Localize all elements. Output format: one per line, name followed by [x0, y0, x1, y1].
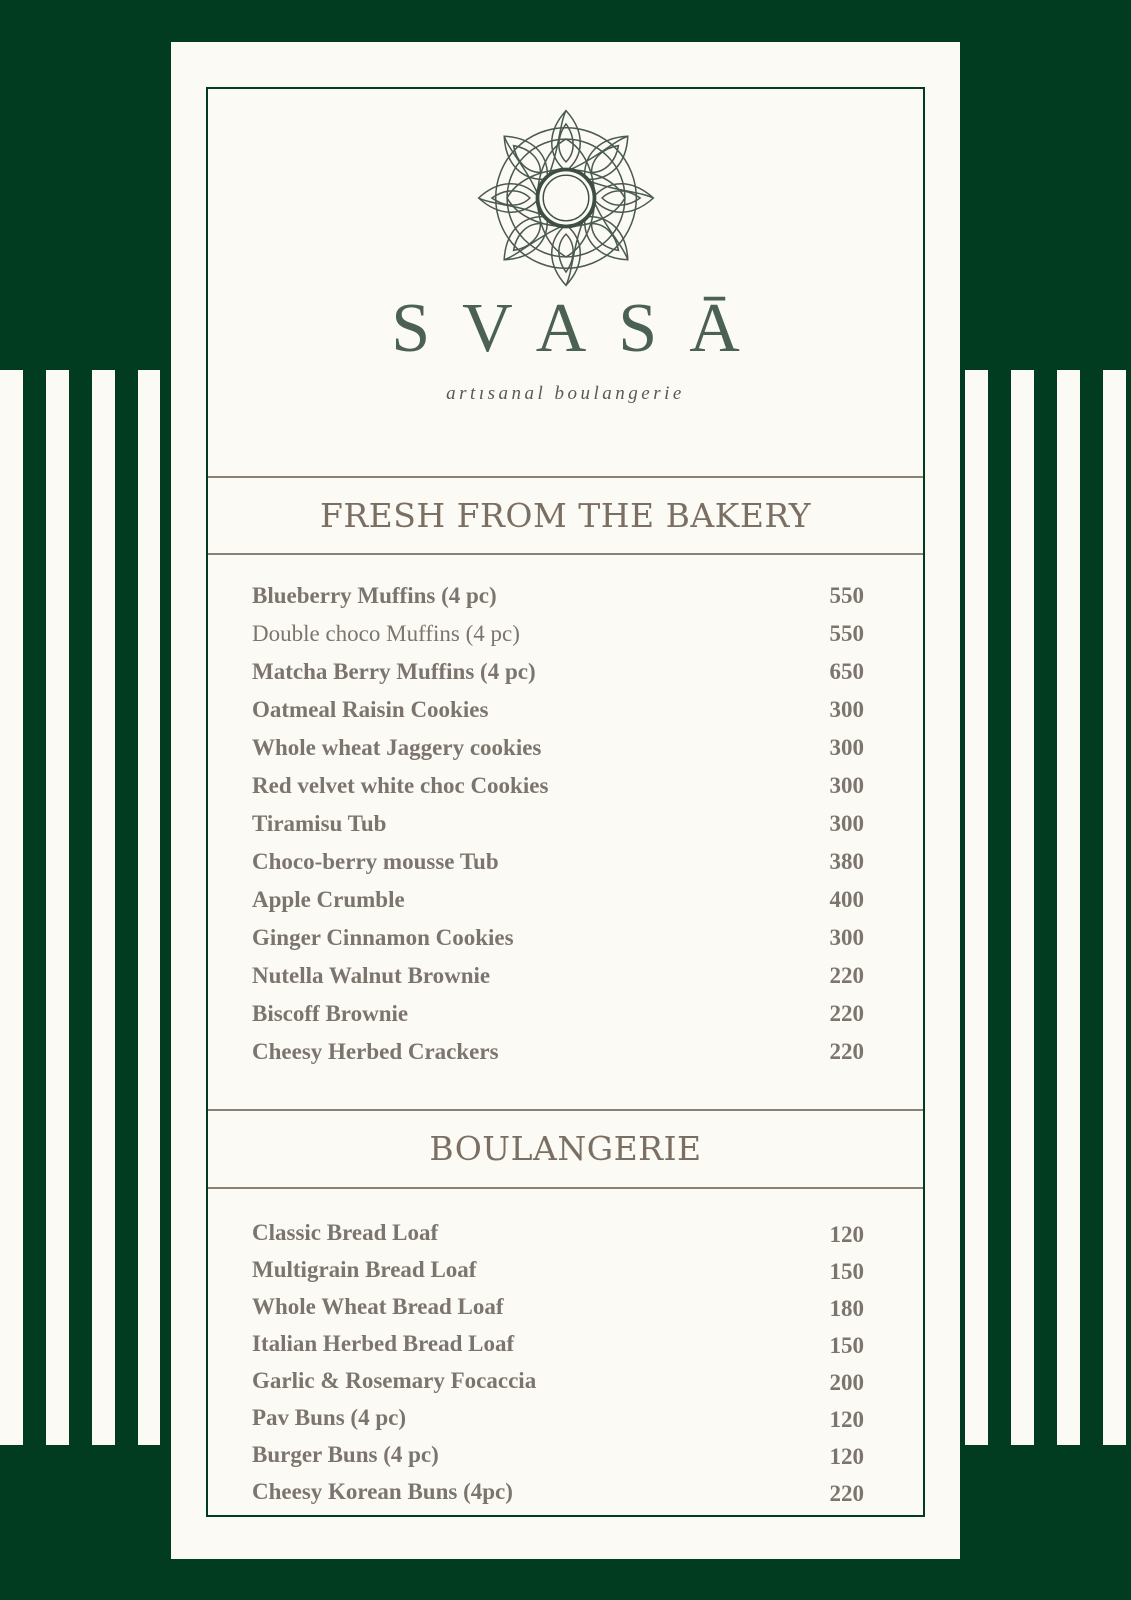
- item-price: 150: [829, 1259, 864, 1284]
- boulangerie-item-list: [252, 1220, 864, 1516]
- item-name: Tiramisu Tub: [252, 811, 387, 836]
- item-name: Garlic & Rosemary Focaccia: [252, 1368, 537, 1393]
- menu-item: [252, 1294, 864, 1331]
- item-name: Oatmeal Raisin Cookies: [252, 697, 489, 722]
- item-name: Cheesy Korean Buns (4pc): [252, 1479, 513, 1504]
- item-name: Apple Crumble: [252, 887, 405, 912]
- menu-item: [252, 773, 864, 811]
- item-price: 400: [829, 887, 864, 912]
- menu-item: [252, 1405, 864, 1442]
- item-price: 550: [829, 583, 864, 608]
- item-price: 300: [829, 735, 864, 760]
- menu-card: [171, 42, 960, 1559]
- item-price: 200: [829, 1370, 864, 1395]
- menu-item: [252, 621, 864, 659]
- item-price: 220: [829, 963, 864, 988]
- menu-item: [252, 925, 864, 963]
- section-title-boulangerie: BOULANGERIE: [208, 1109, 923, 1189]
- item-price: 550: [829, 621, 864, 646]
- item-name: Blueberry Muffins (4 pc): [252, 583, 497, 608]
- item-price: 650: [829, 659, 864, 684]
- menu-item: [252, 963, 864, 1001]
- mandala-logo-icon: [471, 103, 661, 293]
- item-price: 300: [829, 773, 864, 798]
- item-price: 300: [829, 697, 864, 722]
- item-price: 380: [829, 849, 864, 874]
- item-name: Ginger Cinnamon Cookies: [252, 925, 514, 950]
- menu-frame: [206, 87, 925, 1517]
- left-stripe-band: [0, 370, 160, 1445]
- item-price: 300: [829, 811, 864, 836]
- menu-item: [252, 1001, 864, 1039]
- menu-item: [252, 849, 864, 887]
- menu-item: [252, 1442, 864, 1479]
- brand-tagline: artısanal boulangerie: [446, 383, 685, 404]
- menu-item: [252, 1039, 864, 1077]
- item-name: Matcha Berry Muffins (4 pc): [252, 659, 536, 684]
- item-name: Classic Bread Loaf: [252, 1220, 439, 1245]
- menu-item: [252, 697, 864, 735]
- menu-item: [252, 1220, 864, 1257]
- item-name: Cheesy Herbed Crackers: [252, 1039, 499, 1064]
- item-name: Biscoff Brownie: [252, 1001, 409, 1026]
- menu-item: [252, 1257, 864, 1294]
- item-price: 300: [829, 925, 864, 950]
- item-price: 120: [829, 1407, 864, 1432]
- item-price: 220: [829, 1481, 864, 1506]
- item-name: Nutella Walnut Brownie: [252, 963, 491, 988]
- item-name: Choco-berry mousse Tub: [252, 849, 499, 874]
- item-name: Burger Buns (4 pc): [252, 1442, 439, 1467]
- item-price: 220: [829, 1039, 864, 1064]
- right-stripe-band: [965, 370, 1131, 1445]
- item-name: Red velvet white choc Cookies: [252, 773, 549, 798]
- menu-item: [252, 583, 864, 621]
- item-name: Whole wheat Jaggery cookies: [252, 735, 542, 760]
- item-price: 180: [829, 1296, 864, 1321]
- item-name: Pav Buns (4 pc): [252, 1405, 406, 1430]
- item-price: 220: [829, 1001, 864, 1026]
- brand-name: SVASĀ: [391, 290, 772, 367]
- menu-item: [252, 1479, 864, 1516]
- menu-item: [252, 811, 864, 849]
- item-name: Multigrain Bread Loaf: [252, 1257, 477, 1282]
- menu-item: [252, 1368, 864, 1405]
- item-name: Whole Wheat Bread Loaf: [252, 1294, 504, 1319]
- menu-item: [252, 735, 864, 773]
- menu-item: [252, 659, 864, 697]
- item-name: Double choco Muffins (4 pc): [252, 621, 520, 646]
- item-price: 120: [829, 1444, 864, 1469]
- menu-item: [252, 887, 864, 925]
- menu-item: [252, 1331, 864, 1368]
- bakery-item-list: [252, 583, 864, 1077]
- item-price: 150: [829, 1333, 864, 1358]
- item-name: Italian Herbed Bread Loaf: [252, 1331, 515, 1356]
- item-price: 120: [829, 1222, 864, 1247]
- section-title-bakery: FRESH FROM THE BAKERY: [208, 476, 923, 555]
